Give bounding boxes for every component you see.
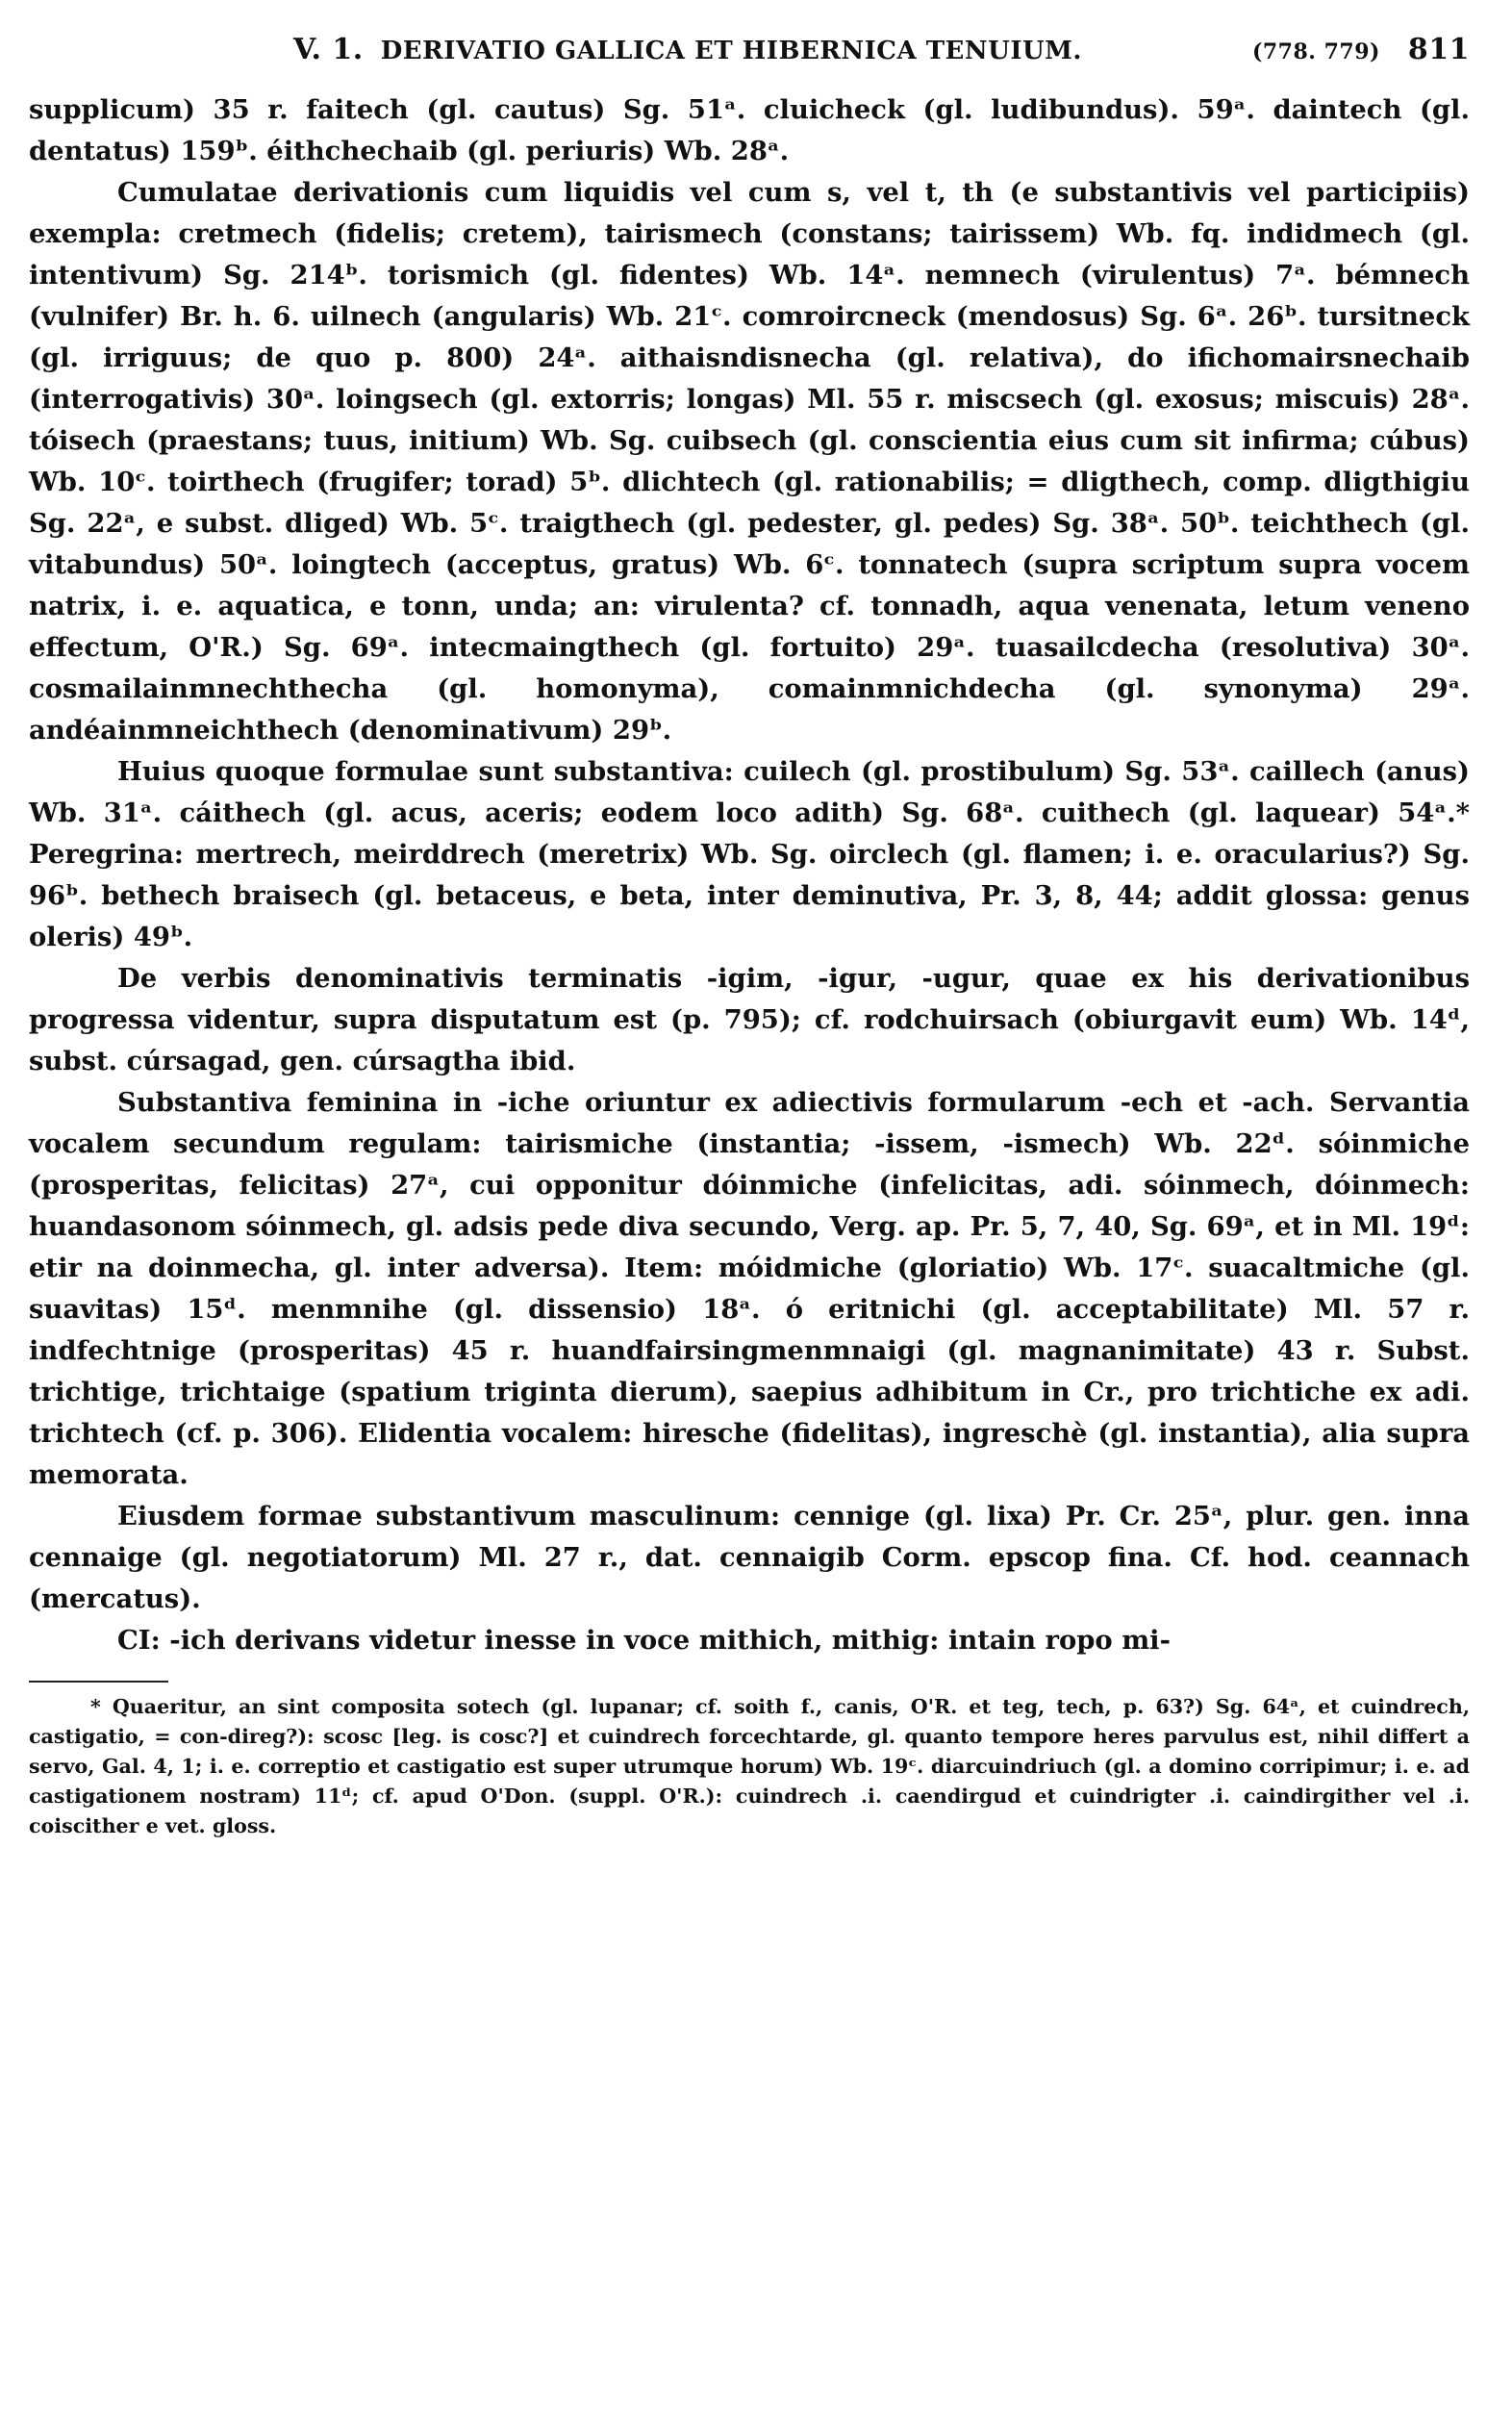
paragraph-6: Eiusdem formae substantivum masculinum: cennige (gl. lixa) Pr. Cr. 25ᵃ, plur. gen. inna cennaige (gl. negotiatorum) Ml. 27 r., dat. cennaigib Corm. epscop fina. Cf. hod. ceannach (mercatus). (29, 1501, 1470, 1614)
paragraph-reference: (778. 779) (1251, 39, 1380, 64)
paragraph-2: Cumulatae derivationis cum liquidis vel cum s, vel t, th (e substantivis vel participiis) exempla: cretmech (fidelis; cretem), tairismech (constans; tairissem) Wb. fq. indidmech (gl. intentivum) Sg. 214ᵇ. torismich (gl. fidentes) Wb. 14ᵃ. nemnech (virulentus) 7ᵃ. bémnech (vulnifer) Br. h. 6. uilnech (angularis) Wb. 21ᶜ. comroircneck (mendosus) Sg. 6ᵃ. 26ᵇ. tursitneck (gl. irriguus; de quo p. 800) 24ᵃ. aithaisndisnecha (gl. relativa), do ifichomairsnechaib (interrogativis) 30ᵃ. loingsech (gl. extorris; longas) Ml. 55 r. miscsech (gl. exosus; miscuis) 28ᵃ. tóisech (praestans; tuus, initium) Wb. Sg. cuibsech (gl. conscientia eius cum sit infirma; cúbus) Wb. 10ᶜ. toirthech (frugifer; torad) 5ᵇ. dlichtech (gl. rationabilis; = dligthech, comp. dligthigiu Sg. 22ᵃ, e subst. dliged) Wb. 5ᶜ. traigthech (gl. pedester, gl. pedes) Sg. 38ᵃ. 50ᵇ. teichthech (gl. vitabundus) 50ᵃ. loingtech (acceptus, gratus) Wb. 6ᶜ. tonnatech (supra scriptum supra vocem natrix, i. e. aquatica, e tonn, unda; an: virulenta? cf. tonnadh, aqua venenata, letum veneno effectum, O'R.) Sg. 69ᵃ. intecmaingthech (gl. fortuito) 29ᵃ. tuasailcdecha (resolutiva) 30ᵃ. cosmailainmnechthecha (gl. homonyma), comainmnichdecha (gl. synonyma) 29ᵃ. andéainmneichthech (denominativum) 29ᵇ. (29, 177, 1470, 746)
running-title: DERIVATIO GALLICA ET HIBERNICA TENUIUM. (380, 37, 1082, 65)
main-text (29, 89, 1470, 1661)
section-number: V. 1. (293, 33, 364, 66)
paragraph-4: De verbis denominativis terminatis -igim, -igur, -ugur, quae ex his derivationibus progressa videntur, supra disputatum est (p. 795); cf. rodchuirsach (obiurgavit eum) Wb. 14ᵈ, subst. cúrsagad, gen. cúrsagtha ibid. (29, 963, 1470, 1076)
paragraph-5: Substantiva feminina in -iche oriuntur ex adiectivis formularum -ech et -ach. Servantia vocalem secundum regulam: tairismiche (instantia; -issem, -ismech) Wb. 22ᵈ. sóinmiche (prosperitas, felicitas) 27ᵃ, cui opponitur dóinmiche (infelicitas, adi. sóinmech, dóinmech: huandasonom sóinmech, gl. adsis pede diva secundo, Verg. ap. Pr. 5, 7, 40, Sg. 69ᵃ, et in Ml. 19ᵈ: etir na doinmecha, gl. inter adversa). Item: móidmiche (gloriatio) Wb. 17ᶜ. suacaltmiche (gl. suavitas) 15ᵈ. menmnihe (gl. dissensio) 18ᵃ. ó eritnichi (gl. acceptabilitate) Ml. 57 r. indfechtnige (prosperitas) 45 r. huandfairsingmenmnaigi (gl. magnanimitate) 43 r. Subst. trichtige, trichtaige (spatium triginta dierum), saepius adhibitum in Cr., pro trichtiche ex adi. trichtech (cf. p. 306). Elidentia vocalem: hiresche (fidelitas), ingreschè (gl. instantia), alia supra memorata. (29, 1087, 1470, 1490)
paragraph-3: Huius quoque formulae sunt substantiva: cuilech (gl. prostibulum) Sg. 53ᵃ. caillech (anus) Wb. 31ᵃ. cáithech (gl. acus, aceris; eodem loco adith) Sg. 68ᵃ. cuithech (gl. laquear) 54ᵃ.* Peregrina: mertrech, meirddrech (meretrix) Wb. Sg. oirclech (gl. flamen; i. e. oracularius?) Sg. 96ᵇ. bethech braisech (gl. betaceus, e beta, inter deminutiva, Pr. 3, 8, 44; addit glossa: genus oleris) 49ᵇ. (29, 756, 1470, 952)
footnotes (29, 1692, 1470, 1841)
footnote-1: * Quaeritur, an sint composita sotech (gl. lupanar; cf. soith f., canis, O'R. et teg, tech, p. 63?) Sg. 64ᵃ, et cuindrech, castigatio, = con-direg?): scosc [leg. is cosc?] et cuindrech forcechtarde, gl. quanto tempore heres parvulus est, nihil differt a servo, Gal. 4, 1; i. e. correptio et castigatio est super utrumque horum) Wb. 19ᶜ. diarcuindriuch (gl. a domino corripimur; i. e. ad castigationem nostram) 11ᵈ; cf. apud O'Don. (suppl. O'R.): cuindrech .i. caendirgud et cuindrigter .i. caindirgither vel .i. coiscither e vet. gloss. (29, 1695, 1470, 1837)
page-ref-group (1252, 33, 1470, 66)
paragraph-1: supplicum) 35 r. faitech (gl. cautus) Sg. 51ᵃ. cluicheck (gl. ludibundus). 59ᵃ. daintech (gl. dentatus) 159ᵇ. éithchechaib (gl. periuris) Wb. 28ᵃ. (29, 94, 1470, 166)
footnote-divider (29, 1681, 168, 1683)
running-title-group (293, 33, 1082, 66)
page-number: 811 (1407, 33, 1470, 66)
paragraph-7: CI: -ich derivans videtur inesse in voce mithich, mithig: intain ropo mi- (117, 1625, 1171, 1656)
running-header (293, 33, 1470, 66)
